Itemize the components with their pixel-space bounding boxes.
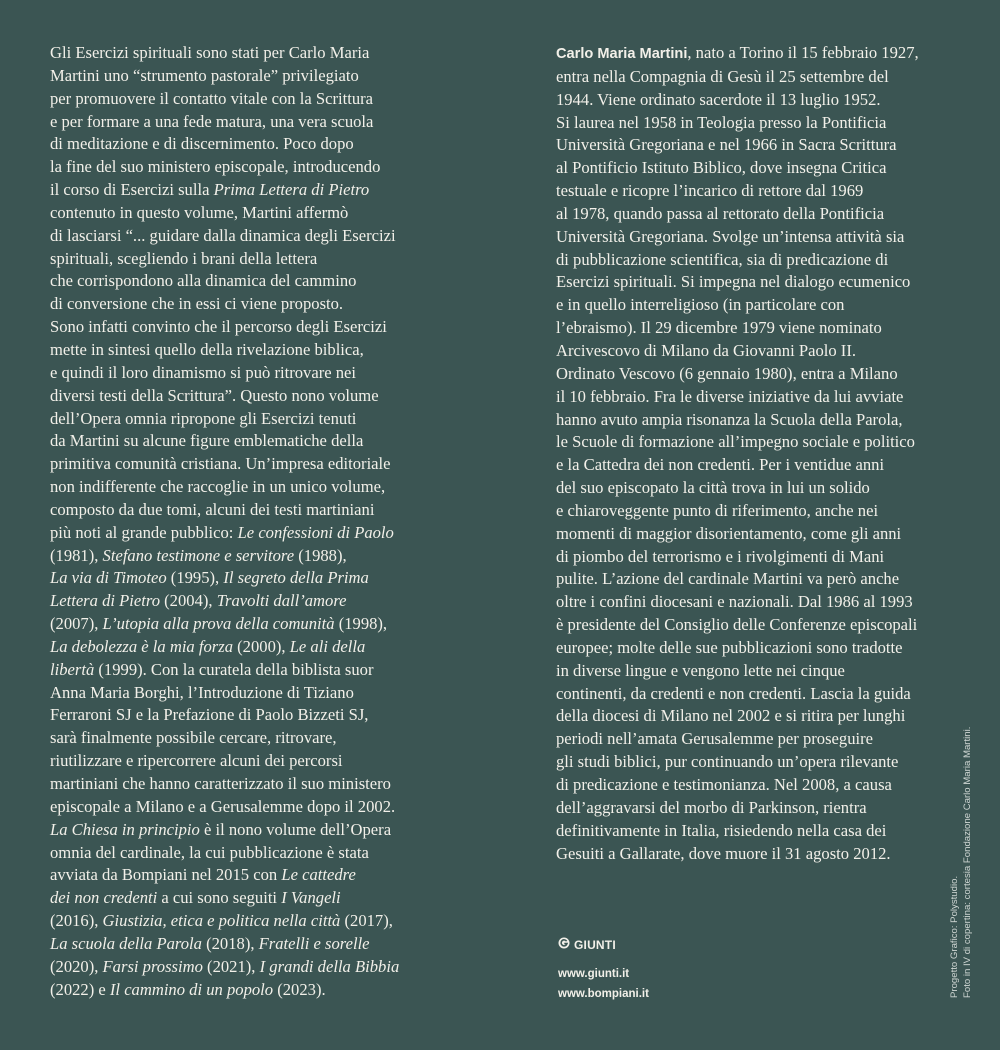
text-run: e chiaroveggente punto di riferimento, anche nei (556, 500, 879, 520)
italic-title: La Chiesa in principio (50, 819, 200, 839)
italic-title: I Vangeli (281, 888, 341, 908)
biography-line (556, 340, 976, 363)
text-run: 1944. Viene ordinato sacerdote il 13 luglio 1952. (556, 89, 881, 109)
text-run: Ordinato Vescovo (6 gennaio 1980), entra a Milano (556, 363, 898, 383)
text-run: episcopale a Milano e a Gerusalemme dopo il 2002. (50, 796, 396, 816)
text-run: Sono infatti convinto che il percorso degli Esercizi (50, 317, 387, 337)
text-run: in diverse lingue e vengono lette nei cinque (556, 660, 845, 680)
biography-line (556, 454, 976, 477)
text-run: europee; molte delle sue pubblicazioni sono tradotte (556, 637, 903, 657)
italic-title: Il cammino di un popolo (109, 979, 274, 999)
description-line (50, 111, 490, 134)
description-line (50, 339, 490, 362)
biography-line (556, 317, 976, 340)
giunti-website-link[interactable]: www.giunti.it (558, 968, 630, 980)
text-run: di pubblicazione scientifica, sia di predicazione di (556, 249, 889, 269)
author-biography-column (556, 42, 976, 865)
biography-line (556, 477, 976, 500)
bompiani-website-link[interactable]: www.bompiani.it (558, 988, 649, 1000)
text-run: l’ebraismo). Il 29 dicembre 1979 viene nominato (556, 318, 882, 338)
description-line (50, 979, 490, 1002)
biography-line (556, 546, 976, 569)
biography-line (556, 66, 976, 89)
description-line (50, 362, 490, 385)
italic-title: Fratelli e sorelle (258, 933, 370, 953)
text-run: periodi nell’amata Gerusalemme per proseguire (556, 729, 873, 749)
biography-line (556, 157, 976, 180)
biography-line (556, 591, 976, 614)
description-line (50, 499, 490, 522)
text-run: (2022) e (50, 979, 110, 999)
description-line (50, 750, 490, 773)
text-run: mette in sintesi quello della rivelazione biblica, (50, 339, 364, 359)
italic-title: Travolti dall’amore (216, 591, 347, 611)
biography-line (556, 386, 976, 409)
text-run: Anna Maria Borghi, l’Introduzione di Tiziano (50, 682, 354, 702)
biography-line (556, 363, 976, 386)
text-run: testuale e ricopre l’incarico di rettore dal 1969 (556, 181, 864, 201)
text-run: contenuto in questo volume, Martini affermò (50, 202, 349, 222)
text-run: avviata da Bompiani nel 2015 con (50, 865, 282, 885)
text-run: oltre i confini diocesani e nazionali. Dal 1986 al 1993 (556, 592, 913, 612)
publisher-logo-text: GIUNTI (574, 937, 616, 952)
text-run: (2021), (202, 956, 260, 976)
description-line (50, 956, 490, 979)
giunti-g-icon (558, 937, 570, 952)
text-run: Arcivescovo di Milano da Giovanni Paolo II. (556, 340, 857, 360)
biography-line (556, 294, 976, 317)
biography-line (556, 226, 976, 249)
text-run: Esercizi spirituali. Si impegna nel dialogo ecumenico (556, 272, 911, 292)
text-run: del suo episcopato la città trova in lui un solido (556, 478, 870, 498)
text-run: Università Gregoriana. Svolge un’intensa attività sia (556, 226, 905, 246)
text-run: è il nono volume dell’Opera (199, 819, 392, 839)
text-run: (2017), (340, 911, 393, 931)
biography-line (556, 271, 976, 294)
biography-line (556, 180, 976, 203)
description-line (50, 316, 490, 339)
biography-line (556, 431, 976, 454)
italic-title: La via di Timoteo (50, 568, 167, 588)
text-run: al 1978, quando passa al rettorato della Pontificia (556, 203, 885, 223)
text-run: che corrispondono alla dinamica del cammino (50, 271, 357, 291)
biography-line (556, 751, 976, 774)
text-run: martiniani che hanno caratterizzato il suo ministero (50, 774, 391, 793)
text-run: omnia del cardinale, la cui pubblicazione è stata (50, 842, 369, 862)
description-line (50, 590, 490, 613)
text-run: (2004), (160, 591, 217, 611)
description-line (50, 293, 490, 316)
text-run: (2023). (273, 979, 326, 999)
biography-line (556, 683, 976, 706)
italic-title: La scuola della Parola (50, 933, 202, 953)
description-line (50, 704, 490, 727)
description-line (50, 88, 490, 111)
text-run: (2020), (50, 956, 103, 976)
biography-line (556, 820, 976, 843)
italic-title: Prima Lettera di Pietro (213, 180, 370, 200)
text-run: è presidente del Consiglio delle Conferenze episcopali (556, 615, 918, 635)
description-line (50, 476, 490, 499)
text-run: (1995), (166, 568, 224, 588)
text-run: e la Cattedra dei non credenti. Per i ventidue anni (556, 455, 885, 475)
text-run: le Scuole di formazione all’impegno sociale e politico (556, 432, 915, 452)
text-run: (1998), (334, 614, 388, 634)
text-run: e quindi il loro dinamismo si può ritrovare nei (50, 362, 357, 382)
text-run: Gli Esercizi spirituali sono stati per Carlo Maria (50, 43, 370, 62)
description-line (50, 613, 490, 636)
description-line (50, 933, 490, 956)
biography-line (556, 774, 976, 797)
description-line (50, 453, 490, 476)
text-run: spirituali, scegliendo i brani della lettera (50, 248, 318, 268)
text-run: , nato a Torino il 15 febbraio 1927, (687, 43, 919, 62)
description-line (50, 636, 490, 659)
biography-line (556, 249, 976, 272)
description-line (50, 248, 490, 271)
description-line (50, 42, 490, 65)
text-run: più noti al grande pubblico: (50, 522, 238, 542)
biography-line (556, 112, 976, 135)
biography-line (556, 797, 976, 820)
italic-title: Farsi prossimo (102, 956, 203, 976)
text-run: dell’Opera omnia ripropone gli Esercizi tenuti (50, 408, 357, 428)
text-run: il 10 febbraio. Fra le diverse iniziative da lui avviate (556, 386, 904, 406)
italic-title: dei non credenti (50, 888, 158, 908)
text-run: gli studi biblici, pur continuando un’opera rilevante (556, 752, 899, 772)
text-run: sarà finalmente possibile cercare, ritrovare, (50, 728, 337, 748)
italic-title: Giustizia, etica e politica nella città (102, 911, 341, 931)
description-line (50, 179, 490, 202)
description-line (50, 659, 490, 682)
text-run: (1999). Con la curatela della biblista suor (94, 659, 374, 679)
text-run: la fine del suo ministero episcopale, introducendo (50, 157, 381, 177)
description-line (50, 727, 490, 750)
graphic-design-credit: Progetto Grafico: Polystudio. (949, 875, 960, 998)
text-run: non indifferente che raccoglie in un unico volume, (50, 477, 386, 497)
text-run: da Martini su alcune figure emblematiche della (50, 431, 364, 451)
description-line (50, 270, 490, 293)
book-description-column (50, 42, 490, 1001)
text-run: di meditazione e di discernimento. Poco dopo (50, 134, 354, 154)
italic-title: La debolezza è la mia forza (50, 636, 233, 656)
text-run: della diocesi di Milano nel 2002 e si ritira per lunghi (556, 706, 906, 726)
description-line (50, 910, 490, 933)
description-line (50, 567, 490, 590)
text-run: di conversione che in essi ci viene proposto. (50, 294, 344, 314)
text-run: pulite. L’azione del cardinale Martini va però anche (556, 569, 900, 589)
text-run: dell’aggravarsi del morbo di Parkinson, rientra (556, 797, 867, 817)
text-run: (2016), (50, 911, 103, 931)
text-run: Gesuiti a Gallarate, dove muore il 31 agosto 2012. (556, 843, 891, 863)
description-line (50, 156, 490, 179)
text-run: (1981), (50, 545, 103, 565)
text-run: di lasciarsi “... guidare dalla dinamica degli Esercizi (50, 225, 396, 245)
text-run: a cui sono seguiti (157, 888, 282, 908)
biography-line (556, 705, 976, 728)
text-run: diversi testi della Scrittura”. Questo nono volume (50, 385, 379, 405)
biography-line (556, 568, 976, 591)
description-line (50, 133, 490, 156)
biography-line (556, 89, 976, 112)
text-run: Martini uno “strumento pastorale” privilegiato (50, 65, 359, 85)
text-run: composto da due tomi, alcuni dei testi martiniani (50, 499, 375, 519)
text-run: riutilizzare e ripercorrere alcuni dei percorsi (50, 751, 343, 771)
italic-title: Le confessioni di Paolo (237, 522, 394, 542)
description-line (50, 385, 490, 408)
biography-line (556, 42, 976, 66)
text-run: per promuovere il contatto vitale con la Scrittura (50, 88, 374, 108)
italic-title: I grandi della Bibbia (259, 956, 400, 976)
author-name: Carlo Maria Martini (556, 46, 688, 62)
italic-title: Le cattedre (281, 865, 356, 885)
description-line (50, 545, 490, 568)
description-line (50, 842, 490, 865)
description-line (50, 65, 490, 88)
biography-line (556, 637, 976, 660)
text-run: Si laurea nel 1958 in Teologia presso la Pontificia (556, 112, 887, 132)
description-line (50, 682, 490, 705)
description-line (50, 430, 490, 453)
text-run: momenti di maggior disorientamento, come gli anni (556, 523, 902, 543)
text-run: primitiva comunità cristiana. Un’impresa editoriale (50, 454, 391, 474)
cover-photo-credit: Foto in IV di copertina: cortesia Fondazione Carlo Maria Martini. (962, 726, 973, 998)
publisher-logo (558, 937, 616, 952)
description-line (50, 202, 490, 225)
text-run: al Pontificio Istituto Biblico, dove insegna Critica (556, 158, 887, 178)
italic-title: Stefano testimone e servitore (102, 545, 295, 565)
text-run: il corso di Esercizi sulla (50, 180, 214, 200)
text-run: continenti, da credenti e non credenti. Lascia la guida (556, 683, 911, 703)
text-run: (1988), (294, 545, 347, 565)
text-run: entra nella Compagnia di Gesù il 25 settembre del (556, 66, 889, 86)
description-line (50, 796, 490, 819)
text-run: (2018), (201, 933, 259, 953)
biography-line (556, 614, 976, 637)
italic-title: Le ali della (289, 636, 366, 656)
italic-title: libertà (50, 659, 95, 679)
description-line (50, 887, 490, 910)
text-run: e per formare a una fede matura, una vera scuola (50, 111, 374, 131)
biography-line (556, 203, 976, 226)
text-run: definitivamente in Italia, risiedendo nella casa dei (556, 820, 887, 840)
italic-title: L’utopia alla prova della comunità (102, 614, 335, 634)
text-run: di piombo del terrorismo e i rivolgimenti di Mani (556, 546, 885, 566)
biography-line (556, 660, 976, 683)
photo-credits (948, 727, 974, 998)
biography-line (556, 500, 976, 523)
biography-line (556, 134, 976, 157)
biography-line (556, 409, 976, 432)
description-line (50, 773, 490, 796)
text-run: (2007), (50, 614, 103, 634)
text-run: e in quello interreligioso (in particolare con (556, 295, 845, 315)
biography-line (556, 843, 976, 866)
text-run: hanno avuto ampia risonanza la Scuola della Parola, (556, 409, 903, 429)
italic-title: Il segreto della Prima (223, 568, 369, 588)
text-run: di predicazione e testimonianza. Nel 2008, a causa (556, 775, 892, 794)
description-line (50, 864, 490, 887)
description-line (50, 819, 490, 842)
biography-line (556, 523, 976, 546)
text-run: Università Gregoriana e nel 1966 in Sacra Scrittura (556, 135, 897, 155)
biography-line (556, 728, 976, 751)
text-run: (2000), (233, 636, 290, 656)
text-run: Ferraroni SJ e la Prefazione di Paolo Bizzeti SJ, (50, 705, 369, 725)
description-line (50, 522, 490, 545)
publisher-links (558, 964, 649, 1004)
description-line (50, 225, 490, 248)
italic-title: Lettera di Pietro (50, 591, 160, 611)
description-line (50, 408, 490, 431)
